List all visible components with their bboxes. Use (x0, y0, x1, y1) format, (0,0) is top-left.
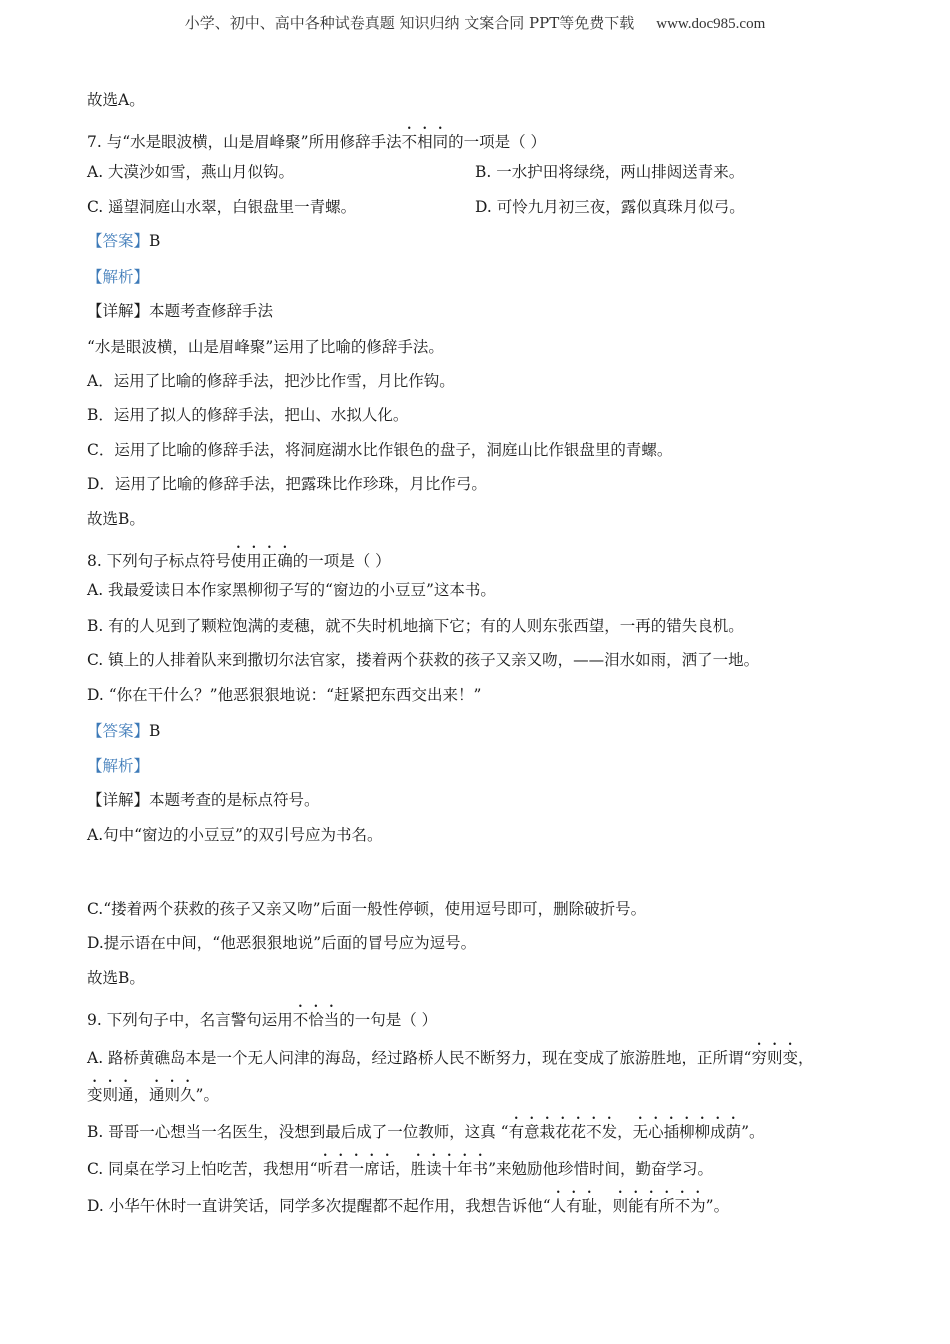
question-7-analysis-tag: 【解析】 (87, 268, 150, 286)
question-7-explanation-c: C．运用了比喻的修辞手法，将洞庭湖水比作银色的盘子，洞庭山比作银盘里的青螺。 (87, 441, 673, 459)
question-7-option-a: A. 大漠沙如雪，燕山月似钩。 (87, 163, 295, 181)
emphasis-text: 使用正确 (230, 552, 293, 570)
question-8-explanation-c: C.“搂着两个获救的孩子又亲又吻”后面一般性停顿，使用逗号即可，删除破折号。 (87, 900, 647, 918)
question-7-option-b: B. 一水护田将绿绕，两山排闼送青来。 (475, 163, 745, 181)
question-7-detail: 【详解】本题考查修辞手法 (87, 302, 274, 320)
question-7-option-d: D. 可怜九月初三夜，露似真珠月似弓。 (475, 198, 745, 216)
question-8-selection: 故选B。 (87, 969, 145, 987)
page-header (0, 12, 950, 33)
question-8-answer: 【答案】B (87, 722, 161, 740)
question-8-option-c: C. 镇上的人排着队来到撒切尔法官家，搂着两个获救的孩子又亲又吻，——泪水如雨，洒了一地。 (87, 651, 760, 669)
answer-tag: 【答案】 (87, 232, 150, 250)
question-8-option-d: D. “你在干什么？”他恶狠狠地说：“赶紧把东西交出来！” (87, 686, 482, 704)
question-9-option-a-line-1: A. 路桥黄礁岛本是一个无人问津的海岛，经过路桥人民不断努力，现在变成了旅游胜地，正所谓“穷则变， (87, 1049, 814, 1067)
question-8-option-a: A. 我最爱读日本作家黑柳彻子写的“窗边的小豆豆”这本书。 (87, 581, 496, 599)
question-9-stem: 9. 下列句子中，名言警句运用不恰当的一句是（ ） (87, 1011, 438, 1029)
emphasis-text: 不相同 (401, 133, 449, 151)
question-7-stem: 7. 与“水是眼波横，山是眉峰聚”所用修辞手法不相同的一项是（ ） (87, 133, 547, 151)
detail-tag: 【详解】 (87, 302, 150, 320)
detail-tag: 【详解】 (87, 791, 150, 809)
question-7-option-c: C. 遥望洞庭山水翠，白银盘里一青螺。 (87, 198, 357, 216)
question-8-option-b: B. 有的人见到了颗粒饱满的麦穗，就不失时机地摘下它；有的人则东张西望，一再的错失良机。 (87, 617, 744, 635)
question-8-explanation-a: A.句中“窗边的小豆豆”的双引号应为书名。 (87, 826, 383, 844)
emphasis-text: 穷则变， (751, 1049, 814, 1067)
emphasis-text: 听君一席话，胜读十年书 (317, 1160, 489, 1178)
question-7-selection: 故选B。 (87, 510, 145, 528)
question-9-option-d: D. 小华午休时一直讲笑话，同学多次提醒都不起作用，我想告诉他“人有耻，则能有所不为”。 (87, 1197, 730, 1215)
question-7-answer: 【答案】B (87, 232, 161, 250)
question-8-detail: 【详解】本题考查的是标点符号。 (87, 791, 320, 809)
previous-answer-selection: 故选A。 (87, 91, 145, 109)
question-9-option-a-line-2: 变则通，通则久”。 (87, 1086, 219, 1104)
question-8-explanation-d: D.提示语在中间，“他恶狠狠地说”后面的冒号应为逗号。 (87, 934, 477, 952)
question-7-explanation-intro: “水是眼波横，山是眉峰聚”运用了比喻的修辞手法。 (87, 338, 444, 356)
emphasis-text: 变则通，通则久 (87, 1086, 196, 1104)
question-7-explanation-a: A．运用了比喻的修辞手法，把沙比作雪，月比作钩。 (87, 372, 455, 390)
emphasis-text: 人有耻，则能有所不为 (550, 1197, 706, 1215)
question-7-explanation-b: B．运用了拟人的修辞手法，把山、水拟人化。 (87, 406, 409, 424)
question-8-stem: 8. 下列句子标点符号使用正确的一项是（ ） (87, 552, 391, 570)
header-url[interactable]: www.doc985.com (656, 16, 766, 32)
answer-tag: 【答案】 (87, 722, 150, 740)
emphasis-text: 有意栽花花不发，无心插柳柳成荫 (508, 1123, 742, 1141)
question-7-explanation-d: D．运用了比喻的修辞手法，把露珠比作珍珠，月比作弓。 (87, 475, 487, 493)
emphasis-text: 不恰当 (292, 1011, 340, 1029)
question-9-option-c: C. 同桌在学习上怕吃苦，我想用“听君一席话，胜读十年书”来勉励他珍惜时间，勤奋学习。 (87, 1160, 714, 1178)
question-9-option-b: B. 哥哥一心想当一名医生，没想到最后成了一位教师，这真 “有意栽花花不发，无心插柳柳成荫”。 (87, 1123, 765, 1141)
header-text: 小学、初中、高中各种试卷真题 知识归纳 文案合同 PPT等免费下载 (184, 14, 635, 32)
question-8-analysis-tag: 【解析】 (87, 757, 150, 775)
